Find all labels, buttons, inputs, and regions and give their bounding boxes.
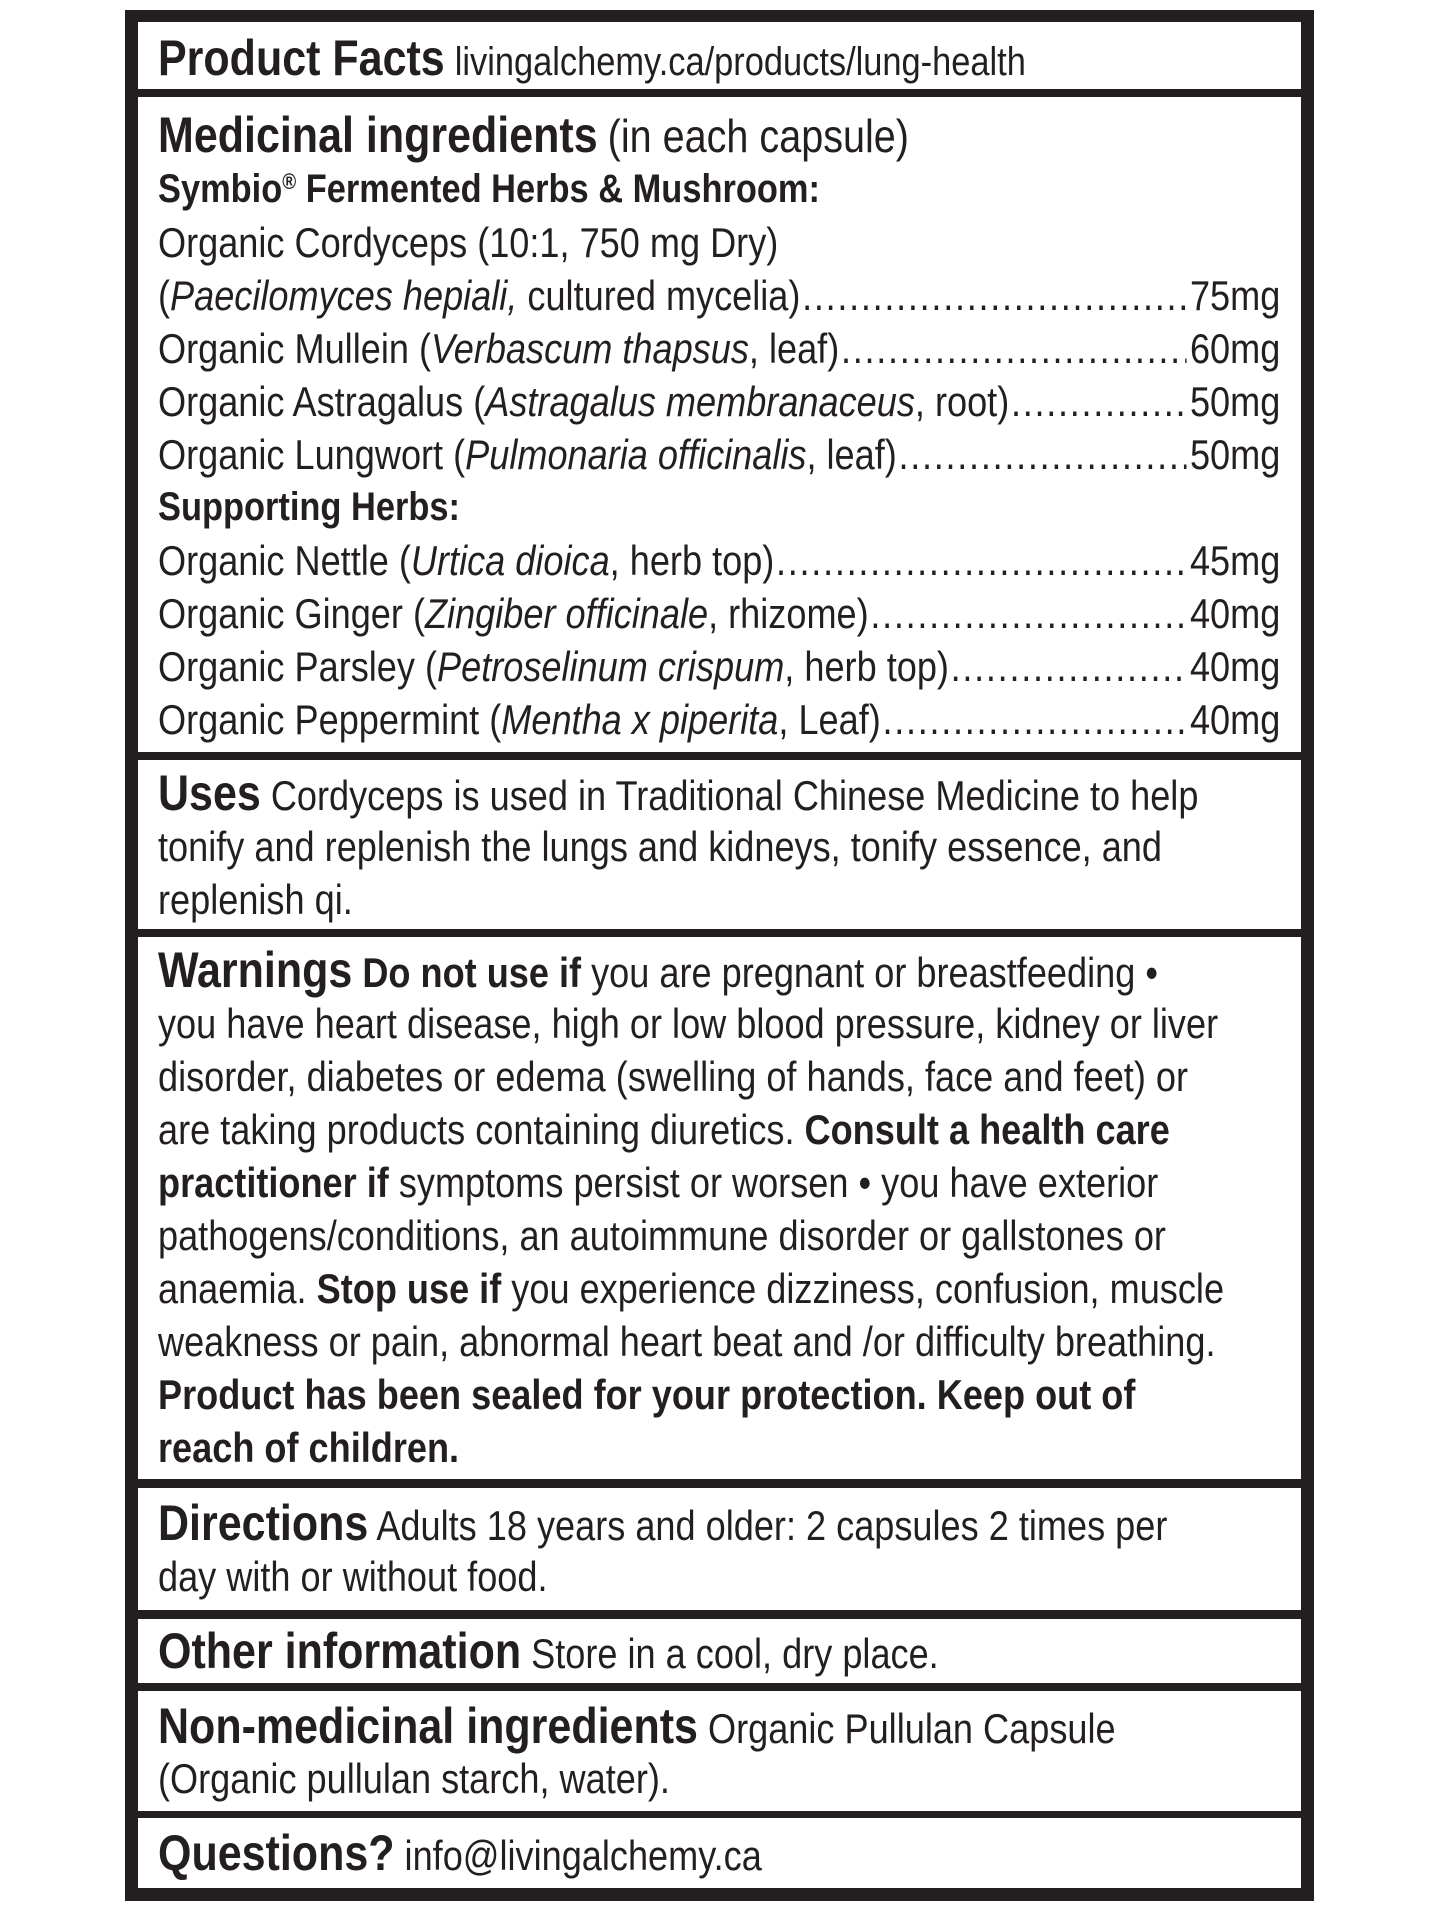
warning-text: pathogens/conditions, an autoimmune disorder or gallstones or <box>158 1212 1166 1259</box>
ingredient-row: Organic Ginger (Zingiber officinale, rhizome) ..... 40mg <box>158 587 1280 640</box>
header-section <box>138 22 1301 89</box>
ingredient-row: Organic Parsley (Petroselinum crispum, herb top) ..... 40mg <box>158 640 1280 693</box>
panel-title: Product Facts <box>158 30 445 86</box>
warning-text: practitioner if symptoms persist or worsen • you have exterior <box>158 1159 1159 1206</box>
directions-section <box>138 1488 1301 1610</box>
warning-text: weakness or pain, abnormal heart beat and /or difficulty breathing. <box>158 1318 1216 1365</box>
questions-title: Questions? <box>158 1825 395 1881</box>
non-medicinal-text: (Organic pullulan starch, water). <box>158 1755 670 1802</box>
ingredient-amount: 45mg <box>1189 537 1281 584</box>
warning-text: are taking products containing diuretics. Consult a health care <box>158 1106 1170 1153</box>
ingredient-row: Organic Lungwort (Pulmonaria officinalis, leaf) ..... 50mg <box>158 428 1280 481</box>
ingredient-amount: 60mg <box>1189 325 1281 372</box>
warning-text: you have heart disease, high or low blood pressure, kidney or liver <box>158 1000 1219 1047</box>
leader-dots <box>802 269 1186 322</box>
directions-text: day with or without food. <box>158 1553 548 1600</box>
warning-text: anaemia. Stop use if you experience dizziness, confusion, muscle <box>158 1265 1225 1312</box>
leader-dots <box>899 428 1187 481</box>
leader-dots <box>841 322 1187 375</box>
directions-text: Adults 18 years and older: 2 capsules 2 times per <box>368 1502 1168 1549</box>
ingredient-row: Organic Peppermint (Mentha x piperita, Leaf) ..... 40mg <box>158 693 1280 746</box>
product-url[interactable]: livingalchemy.ca/products/lung-health <box>454 40 1026 84</box>
ingredient-row: Organic Nettle (Urtica dioica, herb top) ..... 45mg <box>158 534 1280 587</box>
uses-text: replenish qi. <box>158 876 353 923</box>
contact-email[interactable]: info@livingalchemy.ca <box>394 1832 762 1879</box>
non-medicinal-title: Non-medicinal ingredients <box>158 1698 698 1754</box>
ingredient-amount: 50mg <box>1189 431 1281 478</box>
ingredient-amount: 40mg <box>1189 696 1281 743</box>
ingredient-row: (Paecilomyces hepiali, cultured mycelia) ..... 75mg <box>158 269 1280 322</box>
non-medicinal-text: Organic Pullulan Capsule <box>697 1705 1116 1752</box>
non-medicinal-section <box>138 1691 1301 1811</box>
group-title-supporting: Supporting Herbs: <box>158 485 460 529</box>
medicinal-title: Medicinal ingredients <box>158 107 598 163</box>
medicinal-ingredients-section <box>138 97 1301 752</box>
warning-text: disorder, diabetes or edema (swelling of hands, face and feet) or <box>158 1053 1189 1100</box>
ingredient-row: Organic Astragalus (Astragalus membranaceus, root) ..... 50mg <box>158 375 1280 428</box>
leader-dots <box>870 587 1186 640</box>
uses-text: Cordyceps is used in Traditional Chinese Medicine to help <box>270 772 1199 819</box>
directions-title: Directions <box>158 1495 369 1551</box>
medicinal-subtitle: (in each capsule) <box>607 110 909 162</box>
uses-title: Uses <box>158 765 261 821</box>
leader-dots <box>882 693 1186 746</box>
ingredient-row: Organic Mullein (Verbascum thapsus, leaf) ..... 60mg <box>158 322 1280 375</box>
other-information-title: Other information <box>158 1623 522 1679</box>
group-title-symbio: Symbio® Fermented Herbs & Mushroom: <box>158 167 820 211</box>
cordyceps-line: Organic Cordyceps (10:1, 750 mg Dry) <box>158 219 779 266</box>
uses-text: tonify and replenish the lungs and kidneys, tonify essence, and <box>158 823 1162 870</box>
ingredient-amount: 50mg <box>1189 378 1281 425</box>
ingredient-amount: 75mg <box>1189 272 1281 319</box>
warnings-section <box>138 937 1301 1479</box>
leader-dots <box>776 534 1186 587</box>
warning-bold: Do not use if <box>362 949 582 996</box>
warning-text: you are pregnant or breastfeeding • <box>581 949 1158 996</box>
warning-bold: reach of children. <box>158 1424 460 1471</box>
warning-bold: Product has been sealed for your protection. Keep out of <box>158 1371 1136 1418</box>
questions-section <box>138 1818 1301 1888</box>
other-information-section <box>138 1619 1301 1683</box>
uses-section <box>138 760 1301 929</box>
leader-dots <box>1011 375 1187 428</box>
ingredient-amount: 40mg <box>1189 643 1281 690</box>
warnings-title: Warnings <box>158 942 353 998</box>
other-information-text: Store in a cool, dry place. <box>521 1630 939 1677</box>
leader-dots <box>951 640 1187 693</box>
ingredient-amount: 40mg <box>1189 590 1281 637</box>
product-facts-panel <box>125 10 1314 1901</box>
